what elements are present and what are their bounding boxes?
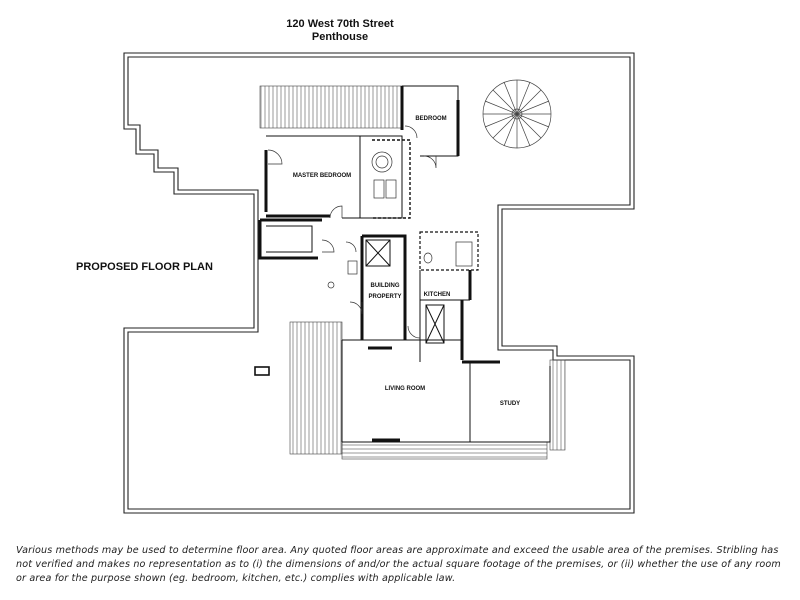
room-label-bedroom: BEDROOM bbox=[415, 116, 447, 122]
disclaimer-text: Various methods may be used to determine floor area. Any quoted floor areas are approximate and exceed the usable area of the premises. Stribling has not verified and makes no representation as to (i) the dimensions of and/or the actual square footage of the premises, or (ii) whether the use of any room or area for the purpose shown (eg. bedroom, kitchen, etc.) complies with applicable law. bbox=[16, 545, 781, 584]
room-label-property: PROPERTY bbox=[368, 294, 402, 300]
plan-heading: PROPOSED FLOOR PLAN bbox=[76, 261, 213, 273]
deck-top bbox=[260, 86, 402, 128]
terrace-fixture bbox=[255, 367, 269, 375]
deck-left bbox=[290, 322, 342, 454]
deck-bottom bbox=[342, 442, 547, 459]
room-label-living-room: LIVING ROOM bbox=[384, 386, 426, 392]
room-label-kitchen: KITCHEN bbox=[423, 292, 451, 298]
room-label-study: STUDY bbox=[499, 401, 521, 407]
door-swings bbox=[268, 126, 436, 338]
spiral-stair bbox=[483, 80, 551, 148]
room-label-master-bedroom: MASTER BEDROOM bbox=[292, 173, 352, 179]
plan-subtitle: Penthouse bbox=[311, 31, 369, 43]
deck-right bbox=[550, 360, 565, 450]
room-label-building: BUILDING bbox=[370, 283, 400, 289]
plan-title: 120 West 70th Street bbox=[286, 18, 394, 30]
